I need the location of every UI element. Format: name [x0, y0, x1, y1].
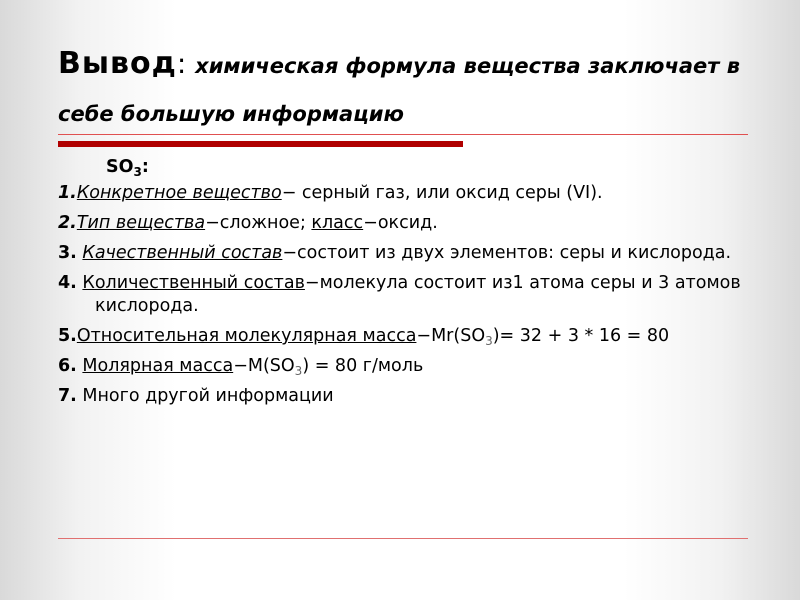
item-text-2: ) = 80 г/моль: [302, 356, 424, 376]
item-term: Тип вещества: [76, 213, 206, 233]
formula-suffix: :: [141, 157, 149, 177]
list-item-1: [58, 182, 758, 205]
item-number: 5.: [58, 326, 77, 346]
item-term: Конкретное вещество: [76, 183, 282, 203]
title-text: химическая формула вещества заключает в себе большую информацию: [58, 54, 741, 126]
list-item-7: [58, 385, 758, 408]
title-colon: :: [176, 47, 196, 80]
item-subscript: 3: [294, 364, 303, 378]
list-item-5: [58, 325, 758, 348]
item-term: Качественный состав: [82, 243, 283, 263]
item-text-2: −оксид.: [363, 213, 438, 233]
item-text-2: )= 32 + 3 * 16 = 80: [492, 326, 670, 346]
item-text: −молекула состоит из1 атома серы и 3 атомов кислорода.: [95, 273, 741, 316]
item-subscript: 3: [485, 334, 493, 348]
item-term-2: класс: [311, 213, 364, 233]
list-item-2: [58, 212, 758, 235]
list-item-3: [58, 242, 758, 265]
item-number: 2.: [58, 213, 77, 233]
item-text: −Mr(SO: [416, 326, 486, 346]
item-number: 7.: [58, 386, 77, 406]
item-number: 4.: [58, 273, 77, 293]
item-text: −M(SO: [233, 356, 295, 376]
list-item-6: [58, 355, 758, 378]
list-item-4: [58, 272, 758, 318]
item-number: 3.: [58, 243, 77, 263]
item-term: Относительная молекулярная масса: [76, 326, 417, 346]
item-term: Молярная масса: [82, 356, 234, 376]
formula-subscript: 3: [133, 165, 142, 179]
title-accent-bar: [58, 141, 463, 147]
title-divider: [58, 134, 748, 135]
item-number: 6.: [58, 356, 77, 376]
item-text: −состоит из двух элементов: серы и кислорода.: [282, 243, 732, 263]
item-number: 1.: [58, 183, 77, 203]
slide-body: [58, 150, 758, 415]
formula-base: SO: [106, 157, 134, 177]
item-text: − серный газ, или оксид серы (VI).: [281, 183, 603, 203]
formula-heading: [106, 156, 758, 179]
title-lead: Вывод: [58, 46, 177, 81]
item-term: Количественный состав: [82, 273, 305, 293]
item-text: Много другой информации: [76, 386, 334, 406]
item-text: −сложное;: [205, 213, 312, 233]
bottom-divider: [58, 538, 748, 539]
slide-title: [58, 40, 778, 138]
